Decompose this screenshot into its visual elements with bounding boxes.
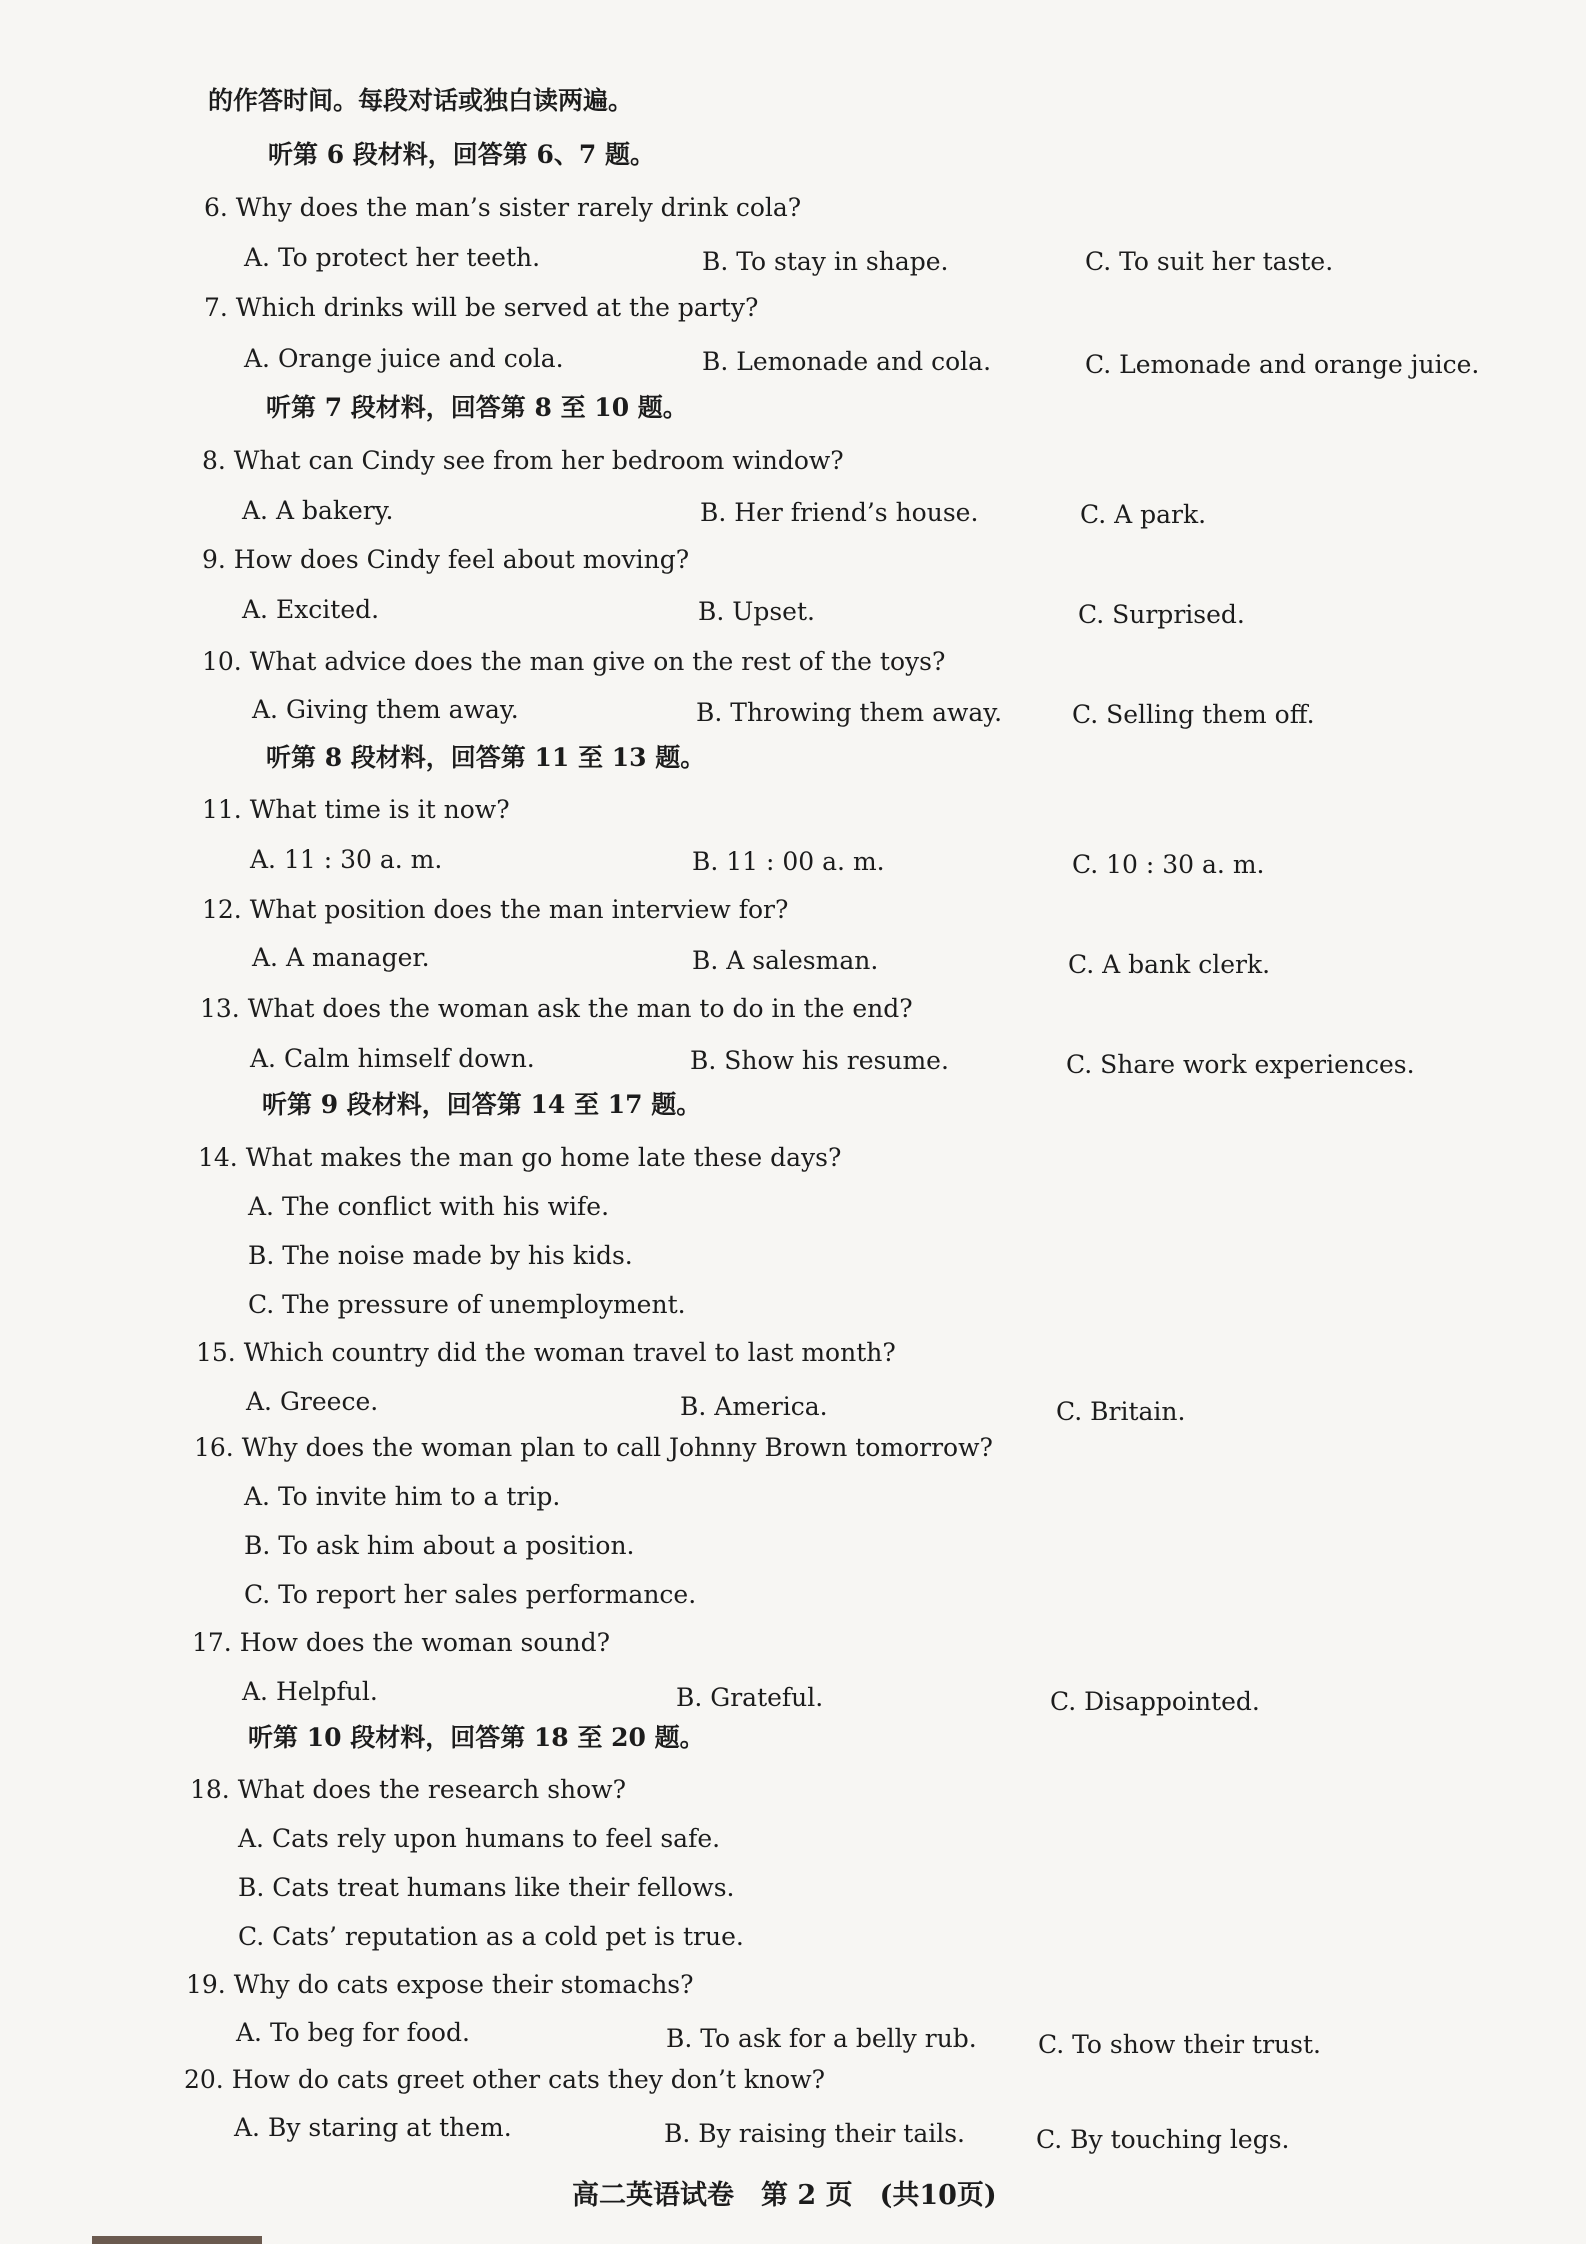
- option-a: A. 11 : 30 a. m.: [250, 845, 443, 874]
- option-c: C. By touching legs.: [1036, 2125, 1290, 2154]
- option-b: B. To stay in shape.: [702, 247, 949, 276]
- option-c: C. Selling them off.: [1072, 700, 1315, 729]
- option-c: C. Cats’ reputation as a cold pet is true.: [238, 1922, 744, 1951]
- scan-edge: [92, 2236, 262, 2244]
- option-a: A. Excited.: [242, 595, 380, 624]
- option-a: A. Calm himself down.: [250, 1044, 535, 1073]
- section-header: 听第 9 段材料，回答第 14 至 17 题。: [262, 1090, 702, 1119]
- option-c: C. 10 : 30 a. m.: [1072, 850, 1265, 879]
- option-b: B. A salesman.: [692, 946, 879, 975]
- option-a: A. A bakery.: [242, 496, 394, 525]
- option-b: B. Upset.: [698, 597, 815, 626]
- option-a: A. By staring at them.: [234, 2113, 512, 2142]
- option-c: C. Disappointed.: [1050, 1687, 1260, 1716]
- question-stem: 17. How does the woman sound?: [192, 1628, 611, 1657]
- option-c: C. To show their trust.: [1038, 2030, 1321, 2059]
- option-c: C. Lemonade and orange juice.: [1085, 350, 1480, 379]
- option-a: A. Greece.: [246, 1387, 379, 1416]
- question-stem: 18. What does the research show?: [190, 1775, 626, 1804]
- question-stem: 12. What position does the man interview for?: [202, 895, 789, 924]
- option-a: A. Orange juice and cola.: [244, 344, 564, 373]
- section-header: 听第 10 段材料，回答第 18 至 20 题。: [248, 1723, 705, 1752]
- question-stem: 15. Which country did the woman travel to last month?: [196, 1338, 896, 1367]
- option-b: B. Her friend’s house.: [700, 498, 979, 527]
- option-b: B. To ask him about a position.: [244, 1531, 635, 1560]
- question-stem: 6. Why does the man’s sister rarely drink cola?: [204, 193, 802, 222]
- question-stem: 11. What time is it now?: [202, 795, 510, 824]
- question-stem: 8. What can Cindy see from her bedroom window?: [202, 446, 844, 475]
- option-b: B. Grateful.: [676, 1683, 824, 1712]
- option-a: A. To protect her teeth.: [244, 243, 541, 272]
- option-b: B. The noise made by his kids.: [248, 1241, 633, 1270]
- option-a: A. To beg for food.: [236, 2018, 470, 2047]
- question-stem: 20. How do cats greet other cats they don’t know?: [184, 2065, 826, 2094]
- option-b: B. Lemonade and cola.: [702, 347, 992, 376]
- page-footer: 高二英语试卷 第 2 页 (共10页): [572, 2180, 997, 2211]
- option-a: A. Cats rely upon humans to feel safe.: [238, 1824, 721, 1853]
- option-a: A. To invite him to a trip.: [244, 1482, 561, 1511]
- option-c: C. A park.: [1080, 500, 1207, 529]
- option-b: B. Show his resume.: [690, 1046, 949, 1075]
- option-c: C. To report her sales performance.: [244, 1580, 697, 1609]
- option-a: A. A manager.: [252, 943, 430, 972]
- option-b: B. Cats treat humans like their fellows.: [238, 1873, 735, 1902]
- question-stem: 16. Why does the woman plan to call Johnny Brown tomorrow?: [194, 1433, 993, 1462]
- option-b: B. To ask for a belly rub.: [666, 2024, 977, 2053]
- option-b: B. America.: [680, 1392, 828, 1421]
- question-stem: 14. What makes the man go home late these days?: [198, 1143, 842, 1172]
- option-a: A. The conflict with his wife.: [248, 1192, 610, 1221]
- intro-text: 的作答时间。每段对话或独白读两遍。: [208, 86, 634, 115]
- question-stem: 19. Why do cats expose their stomachs?: [186, 1970, 694, 1999]
- question-stem: 9. How does Cindy feel about moving?: [202, 545, 690, 574]
- question-stem: 7. Which drinks will be served at the party?: [204, 293, 759, 322]
- option-c: C. Britain.: [1056, 1397, 1186, 1426]
- option-c: C. Share work experiences.: [1066, 1050, 1415, 1079]
- option-a: A. Helpful.: [242, 1677, 378, 1706]
- section-header: 听第 7 段材料，回答第 8 至 10 题。: [266, 393, 688, 422]
- option-c: C. The pressure of unemployment.: [248, 1290, 686, 1319]
- option-c: C. A bank clerk.: [1068, 950, 1271, 979]
- section-header: 听第 8 段材料，回答第 11 至 13 题。: [266, 743, 706, 772]
- option-b: B. Throwing them away.: [696, 698, 1003, 727]
- option-c: C. To suit her taste.: [1085, 247, 1334, 276]
- option-b: B. By raising their tails.: [664, 2119, 965, 2148]
- question-stem: 13. What does the woman ask the man to do in the end?: [200, 994, 913, 1023]
- option-a: A. Giving them away.: [252, 695, 519, 724]
- question-stem: 10. What advice does the man give on the rest of the toys?: [202, 647, 946, 676]
- section-header: 听第 6 段材料，回答第 6、7 题。: [268, 140, 656, 169]
- option-b: B. 11 : 00 a. m.: [692, 847, 885, 876]
- option-c: C. Surprised.: [1078, 600, 1245, 629]
